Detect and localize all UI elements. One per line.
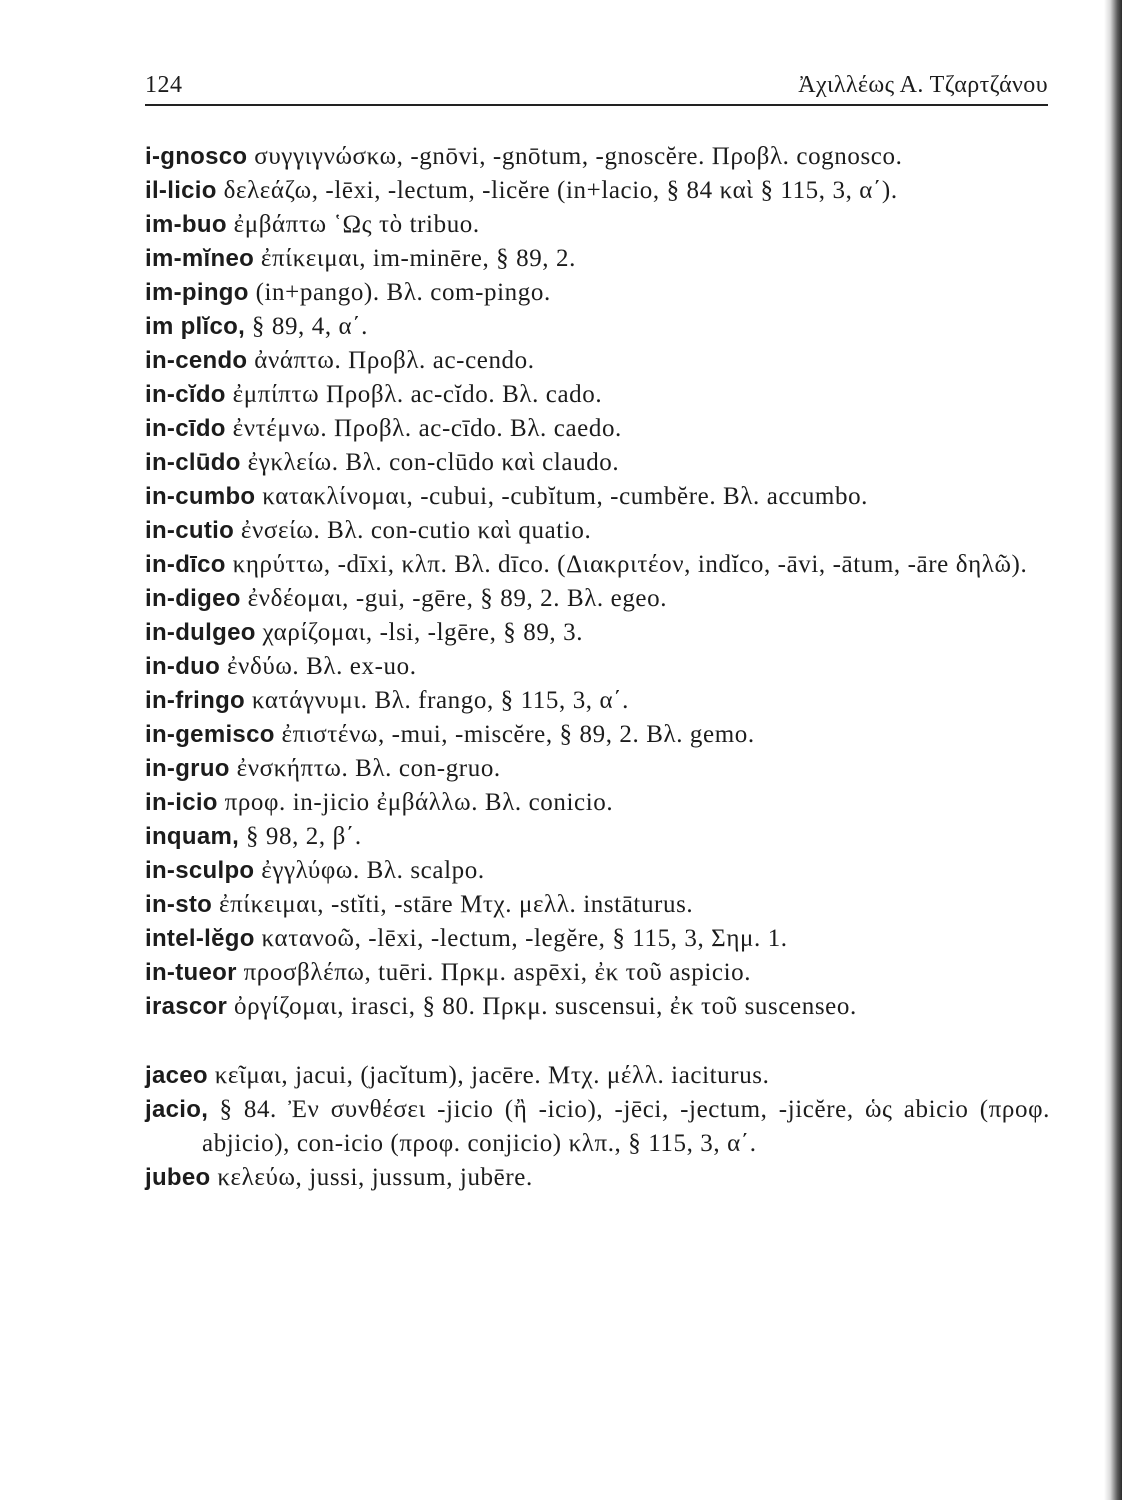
entry-headword: intel-lĕgo (145, 925, 255, 952)
entry-headword: in-tueor (145, 959, 237, 986)
page-number: 124 (145, 72, 183, 98)
entry-definition: ἐμπίπτω Προβλ. ac-cĭdo. Βλ. cado. (225, 381, 603, 408)
dictionary-entry (145, 956, 1050, 990)
dictionary-entry (145, 480, 1050, 514)
dictionary-entry (145, 276, 1050, 310)
entry-headword: i-gnosco (145, 143, 248, 170)
header-rule (145, 104, 1048, 106)
entry-definition: ἐπίκειμαι, im-minēre, § 89, 2. (254, 245, 576, 272)
entry-headword: in-duo (145, 653, 221, 680)
entry-headword: in-dīco (145, 551, 226, 578)
entry-headword: in-clūdo (145, 449, 241, 476)
entry-headword: jacio, (145, 1096, 209, 1123)
dictionary-entry (145, 1093, 1050, 1161)
dictionary-entry (145, 786, 1050, 820)
entry-definition: ἐπίκειμαι, -stĭti, -stāre Μτχ. μελλ. instāturus. (212, 891, 694, 918)
entry-headword: jaceo (145, 1062, 208, 1089)
entry-headword: in-icio (145, 789, 218, 816)
dictionary-entry (145, 1059, 1050, 1093)
dictionary-entry (145, 718, 1050, 752)
entry-headword: in-sto (145, 891, 213, 918)
page-edge-shadow (1104, 0, 1122, 1500)
dictionary-entry (145, 412, 1050, 446)
entry-headword: im plĭco, (145, 313, 246, 340)
entry-definition: προφ. in-jicio ἐμβάλλω. Βλ. conicio. (217, 789, 614, 816)
entry-definition: κελεύω, jussi, jussum, jubēre. (210, 1164, 533, 1191)
entry-headword: in-dulgeo (145, 619, 256, 646)
entry-headword: in-gruo (145, 755, 230, 782)
entry-definition: (in+pango). Βλ. com-pingo. (248, 279, 551, 306)
dictionary-entries (145, 140, 1050, 1195)
entry-definition: ἐνσκήπτω. Βλ. con-gruo. (229, 755, 501, 782)
entry-headword: in-cendo (145, 347, 248, 374)
entry-definition: συγγιγνώσκω, -gnōvi, -gnōtum, -gnoscĕre. Προβλ. cognosco. (247, 143, 903, 170)
entry-definition: ἐγγλύφω. Βλ. scalpo. (254, 857, 485, 884)
dictionary-entry (145, 174, 1050, 208)
entry-headword: il-licio (145, 177, 217, 204)
page-header (145, 72, 1048, 106)
entry-definition: ἐντέμνω. Προβλ. ac-cīdo. Βλ. caedo. (225, 415, 622, 442)
entry-headword: in-cĭdo (145, 381, 226, 408)
dictionary-entry (145, 582, 1050, 616)
dictionary-entry (145, 378, 1050, 412)
dictionary-entry (145, 854, 1050, 888)
entry-definition: § 98, 2, β΄. (239, 823, 362, 850)
dictionary-entry (145, 514, 1050, 548)
entry-definition: κατανοῶ, -lēxi, -lectum, -legĕre, § 115, 3, Σημ. 1. (254, 925, 788, 952)
entry-definition: ἐνσείω. Βλ. con-cutio καὶ quatio. (234, 517, 592, 544)
entry-headword: irascor (145, 993, 228, 1020)
entry-headword: jubeo (145, 1164, 211, 1191)
entry-headword: in-sculpo (145, 857, 255, 884)
entry-definition: ἀνάπτω. Προβλ. ac-cendo. (247, 347, 535, 374)
entry-definition: ὀργίζομαι, irasci, § 80. Πρκμ. suscensui, ἐκ τοῦ suscenseo. (227, 993, 857, 1020)
dictionary-entry (145, 650, 1050, 684)
entry-headword: in-cumbo (145, 483, 256, 510)
entry-definition: κεῖμαι, jacui, (jacĭtum), jacēre. Μτχ. μέλλ. iaciturus. (207, 1062, 770, 1089)
running-title: Ἀχιλλέως Α. Τζαρτζάνου (798, 72, 1048, 98)
entry-headword: in-gemisco (145, 721, 275, 748)
entry-definition: δελεάζω, -lēxi, -lectum, -licĕre (in+lacio, § 84 καὶ § 115, 3, α΄). (216, 177, 898, 204)
dictionary-entry (145, 140, 1050, 174)
entry-definition: § 84. Ἐν συνθέσει -jicio (ἢ -icio), -jēci, -jectum, -jicĕre, ὡς abicio (προφ. abjicio), con-icio (προφ. conjicio) κλπ., § 115, 3, α΄. (202, 1096, 1050, 1157)
entry-headword: inquam, (145, 823, 240, 850)
dictionary-entry (145, 310, 1050, 344)
dictionary-entry (145, 446, 1050, 480)
dictionary-entry (145, 684, 1050, 718)
dictionary-entry (145, 344, 1050, 378)
dictionary-entry (145, 1161, 1050, 1195)
entry-definition: κηρύττω, -dīxi, κλπ. Βλ. dīco. (Διακριτέον, indĭco, -āvi, -ātum, -āre δηλῶ). (225, 551, 1028, 578)
entry-definition: χαρίζομαι, -lsi, -lgēre, § 89, 3. (255, 619, 584, 646)
entry-headword: in-fringo (145, 687, 246, 714)
entry-headword: in-cīdo (145, 415, 226, 442)
dictionary-entry (145, 752, 1050, 786)
entry-headword: im-buo (145, 211, 227, 238)
entry-headword: in-digeo (145, 585, 241, 612)
entry-definition: ἐγκλείω. Βλ. con-clūdo καὶ claudo. (240, 449, 620, 476)
dictionary-entry (145, 888, 1050, 922)
entry-definition: κατακλίνομαι, -cubui, -cubĭtum, -cumbĕre. Βλ. accumbo. (255, 483, 869, 510)
entry-definition: ἐνδέομαι, -gui, -gēre, § 89, 2. Βλ. egeo. (240, 585, 668, 612)
dictionary-entry (145, 242, 1050, 276)
dictionary-entry (145, 548, 1050, 582)
dictionary-entry (145, 990, 1050, 1024)
entry-headword: in-cutio (145, 517, 235, 544)
dictionary-entry (145, 820, 1050, 854)
entry-definition: § 89, 4, α΄. (245, 313, 369, 340)
dictionary-entry (145, 616, 1050, 650)
entry-headword: im-mĭneo (145, 245, 255, 272)
entry-definition: προσβλέπω, tuēri. Πρκμ. aspēxi, ἐκ τοῦ aspicio. (236, 959, 752, 986)
entry-definition: ἐμβάπτω ῾Ως τὸ tribuo. (226, 211, 480, 238)
dictionary-entry (145, 208, 1050, 242)
entry-definition: ἐπιστένω, -mui, -miscĕre, § 89, 2. Βλ. gemo. (274, 721, 755, 748)
entry-headword: im-pingo (145, 279, 249, 306)
dictionary-entry (145, 922, 1050, 956)
entry-definition: κατάγνυμι. Βλ. frango, § 115, 3, α΄. (245, 687, 629, 714)
entry-definition: ἐνδύω. Βλ. ex-uo. (220, 653, 417, 680)
